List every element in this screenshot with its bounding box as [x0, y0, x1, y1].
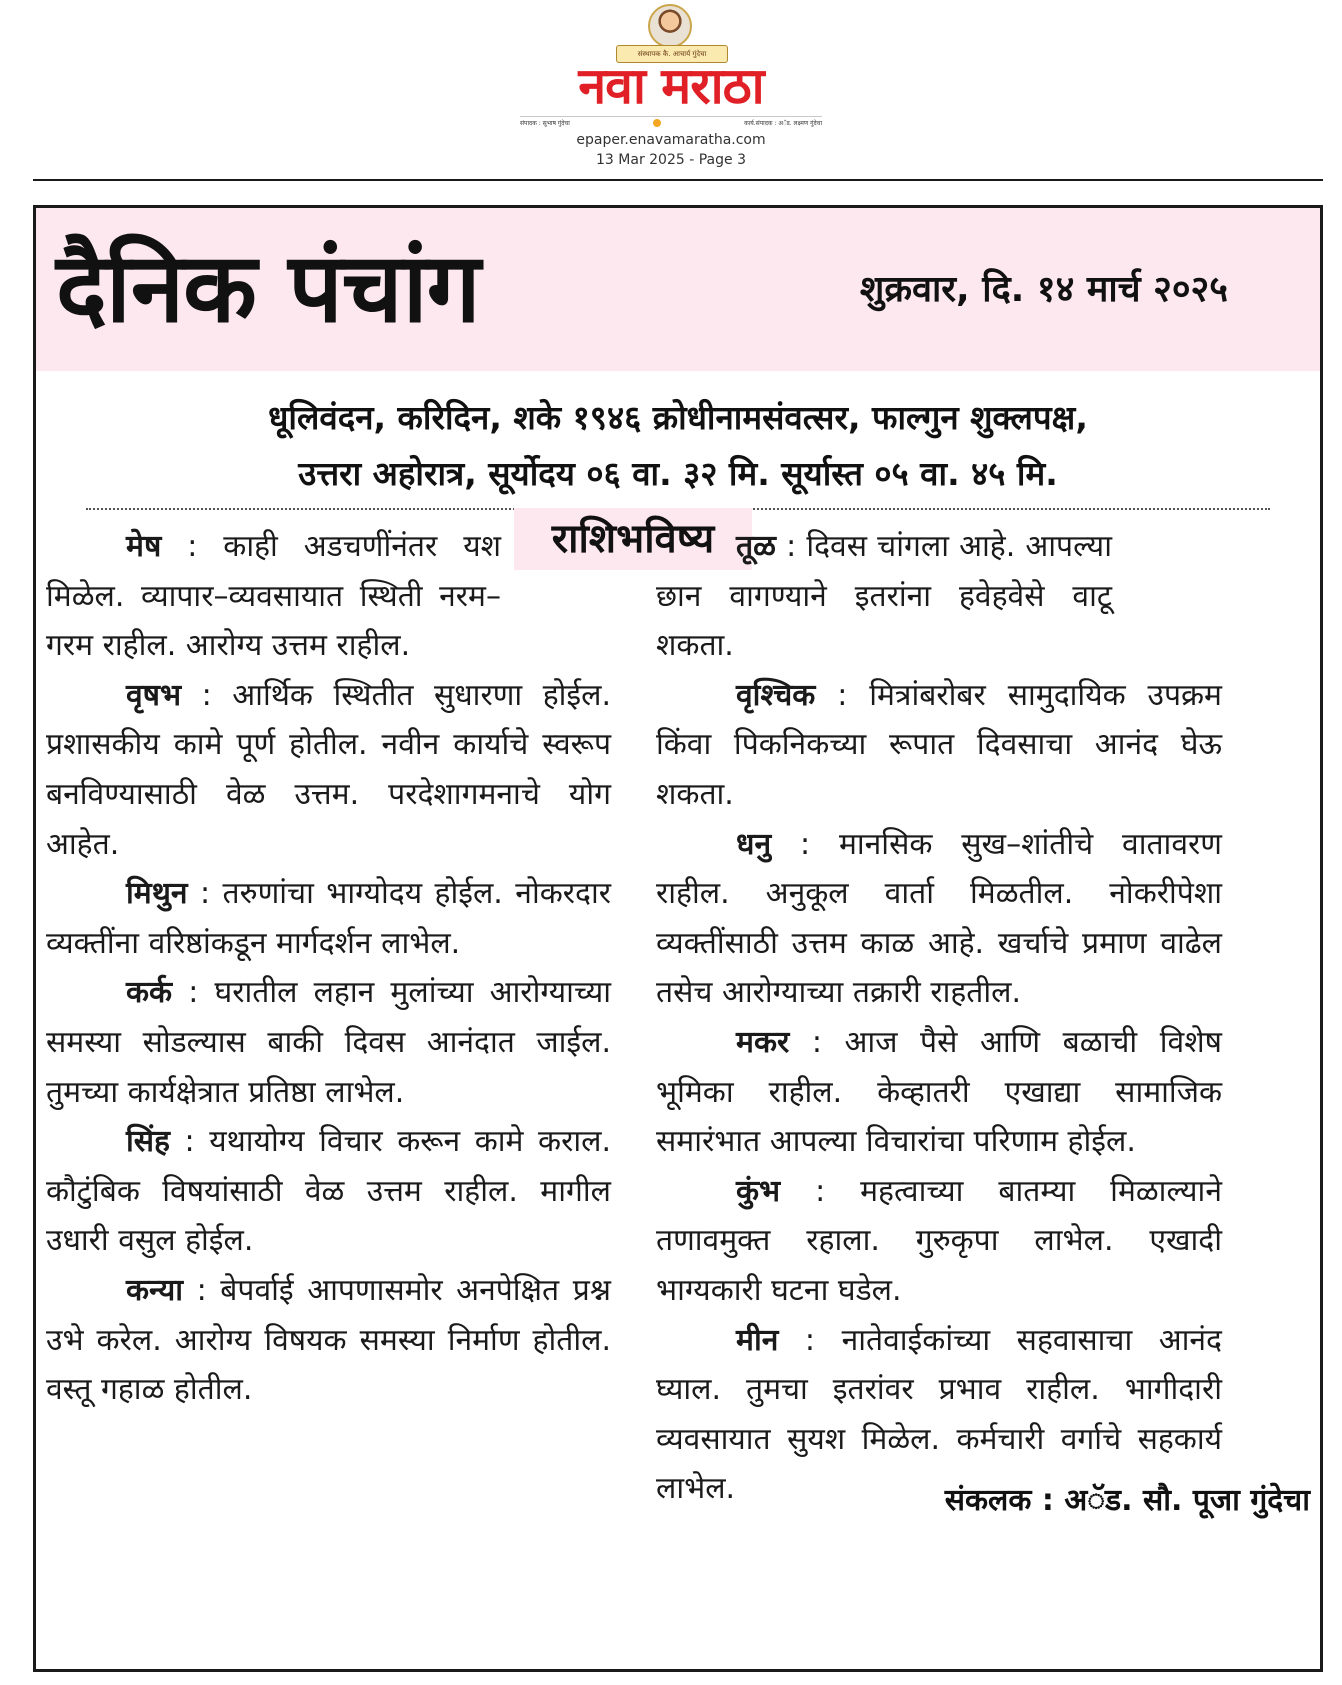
panchang-line-2: उत्तरा अहोरात्र, सूर्योदय ०६ वा. ३२ मि. सूर्यास्त ०५ वा. ४५ मि.: [298, 454, 1058, 493]
horoscope-entry: [656, 1018, 1222, 1167]
sign-separator: :: [811, 1024, 822, 1060]
horoscope-entry: [46, 1266, 611, 1415]
site-url[interactable]: epaper.enavamaratha.com: [576, 132, 766, 148]
horoscope-entry: [46, 1117, 611, 1266]
prediction-text: काही अडचणींनंतर यश मिळेल. व्यापार–व्यवसायात स्थिती नरम–गरम राहील. आरोग्य उत्तम राहील.: [46, 529, 501, 664]
sign-separator: :: [799, 826, 811, 862]
zodiac-sign-name: मीन: [736, 1322, 779, 1358]
panchang-details: [36, 390, 1320, 502]
horoscope-column-left: [46, 522, 611, 1415]
prediction-text: यथायोग्य विचार करून कामे कराल. कौटुंबिक विषयांसाठी वेळ उत्तम राहील. मागील उधारी वसुल होईल.: [46, 1124, 612, 1259]
sign-separator: :: [815, 1173, 826, 1209]
sign-separator: :: [196, 1272, 207, 1308]
logo-subline: [520, 116, 822, 129]
compiler-credit: संकलक : अॅड. सौ. पूजा गुंदेचा: [944, 1483, 1310, 1518]
exec-editor-text: कार्य.संपादक : अॅड. लक्ष्मण गुंदेचा: [744, 120, 822, 127]
sign-separator: :: [201, 677, 212, 713]
prediction-text: मित्रांबरोबर सामुदायिक उपक्रम किंवा पिकनिकच्या रूपात दिवसाचा आनंद घेऊ शकता.: [656, 677, 1222, 812]
zodiac-sign-name: मकर: [736, 1024, 790, 1060]
newspaper-logo: [520, 4, 822, 128]
masthead: [0, 0, 1342, 180]
prediction-text: नातेवाईकांच्या सहवासाचा आनंद घ्याल. तुमचा इतरांवर प्रभाव राहील. भागीदारी व्यवसायात सुयश मिळेल. कर्मचारी वर्गाचे सहकार्य लाभेल.: [656, 1322, 1222, 1507]
horoscope-entry: [656, 671, 1222, 820]
prediction-text: मानसिक सुख–शांतीचे वातावरण राहील. अनुकूल वार्ता मिळतील. नोकरीपेशा व्यक्तींसाठी उत्तम काळ आहे. खर्चाचे प्रमाण वाढेल तसेच आरोग्याच्या तक्रारी राहतील.: [656, 826, 1222, 1011]
prediction-text: आज पैसे आणि बळाची विशेष भूमिका राहील. केव्हातरी एखाद्या सामाजिक समारंभात आपल्या विचारांचा परिणाम होईल.: [656, 1024, 1222, 1160]
sign-separator: :: [187, 529, 198, 564]
prediction-text: दिवस चांगला आहे. आपल्या छान वागण्याने इतरांना हवेहवेसे वाटू शकता.: [656, 529, 1112, 664]
title-band: [36, 208, 1320, 371]
prediction-text: आर्थिक स्थितीत सुधारणा होईल. प्रशासकीय कामे पूर्ण होतील. नवीन कार्याचे स्वरूप बनविण्यासाठी वेळ उत्तम. परदेशागमनाचे योग आहेत.: [46, 677, 612, 862]
section-title: राशिभविष्य: [551, 516, 715, 562]
zodiac-sign-name: तूळ: [736, 529, 776, 564]
sign-separator: :: [184, 1124, 195, 1160]
sun-icon: [653, 119, 661, 127]
panchang-line-1: धूलिवंदन, करिदिन, शके १९४६ क्रोधीनामसंवत्सर, फाल्गुन शुक्लपक्ष,: [268, 398, 1088, 437]
founder-ribbon: संस्थापक कै. आचार्य गुंदेचा: [616, 45, 728, 63]
horoscope-entry: [656, 522, 1112, 671]
panchang-article: [33, 205, 1323, 1672]
logo-text: नवा मराठा: [578, 57, 764, 115]
page-info: 13 Mar 2025 - Page 3: [596, 152, 746, 168]
horoscope-entry: [656, 820, 1222, 1018]
horoscope-entry: [46, 869, 611, 968]
zodiac-sign-name: कन्या: [126, 1272, 184, 1308]
sign-separator: :: [837, 677, 848, 713]
zodiac-sign-name: सिंह: [126, 1124, 170, 1160]
prediction-text: तरुणांचा भाग्योदय होईल. नोकरदार व्यक्तींना वरिष्ठांकडून मार्गदर्शन लाभेल.: [46, 876, 611, 961]
prediction-text: बेपर्वाई आपणासमोर अनपेक्षित प्रश्न उभे करेल. आरोग्य विषयक समस्या निर्माण होतील. वस्तू गहाळ होतील.: [46, 1272, 611, 1408]
top-divider: [33, 179, 1323, 181]
sign-separator: :: [188, 975, 199, 1011]
editor-text: संपादक : सुभाष गुंदेचा: [520, 120, 570, 127]
sign-separator: :: [786, 529, 797, 564]
page-title: दैनिक पंचांग: [56, 232, 480, 344]
zodiac-sign-name: कर्क: [126, 975, 173, 1011]
zodiac-sign-name: वृश्चिक: [736, 677, 816, 713]
horoscope-column-right: [656, 522, 1222, 1514]
sign-separator: :: [199, 876, 211, 912]
zodiac-sign-name: मेष: [126, 529, 162, 564]
horoscope-entry: [656, 1167, 1222, 1316]
prediction-text: घरातील लहान मुलांच्या आरोग्याच्या समस्या सोडल्यास बाकी दिवस आनंदात जाईल. तुमच्या कार्यक्षेत्रात प्रतिष्ठा लाभेल.: [46, 975, 611, 1110]
founder-portrait-icon: [648, 4, 692, 48]
prediction-text: महत्वाच्या बातम्या मिळाल्याने तणावमुक्त रहाला. गुरुकृपा लाभेल. एखादी भाग्यकारी घटना घडेल.: [656, 1173, 1222, 1308]
date-line: शुक्रवार, दि. १४ मार्च २०२५: [859, 269, 1228, 310]
zodiac-sign-name: मिथुन: [126, 876, 188, 912]
horoscope-entry: [46, 671, 611, 869]
zodiac-sign-name: वृषभ: [126, 677, 182, 713]
zodiac-sign-name: धनु: [736, 826, 772, 862]
horoscope-entry: [46, 968, 611, 1117]
zodiac-sign-name: कुंभ: [736, 1173, 781, 1209]
sign-separator: :: [804, 1322, 816, 1358]
horoscope-entry: [46, 522, 501, 671]
